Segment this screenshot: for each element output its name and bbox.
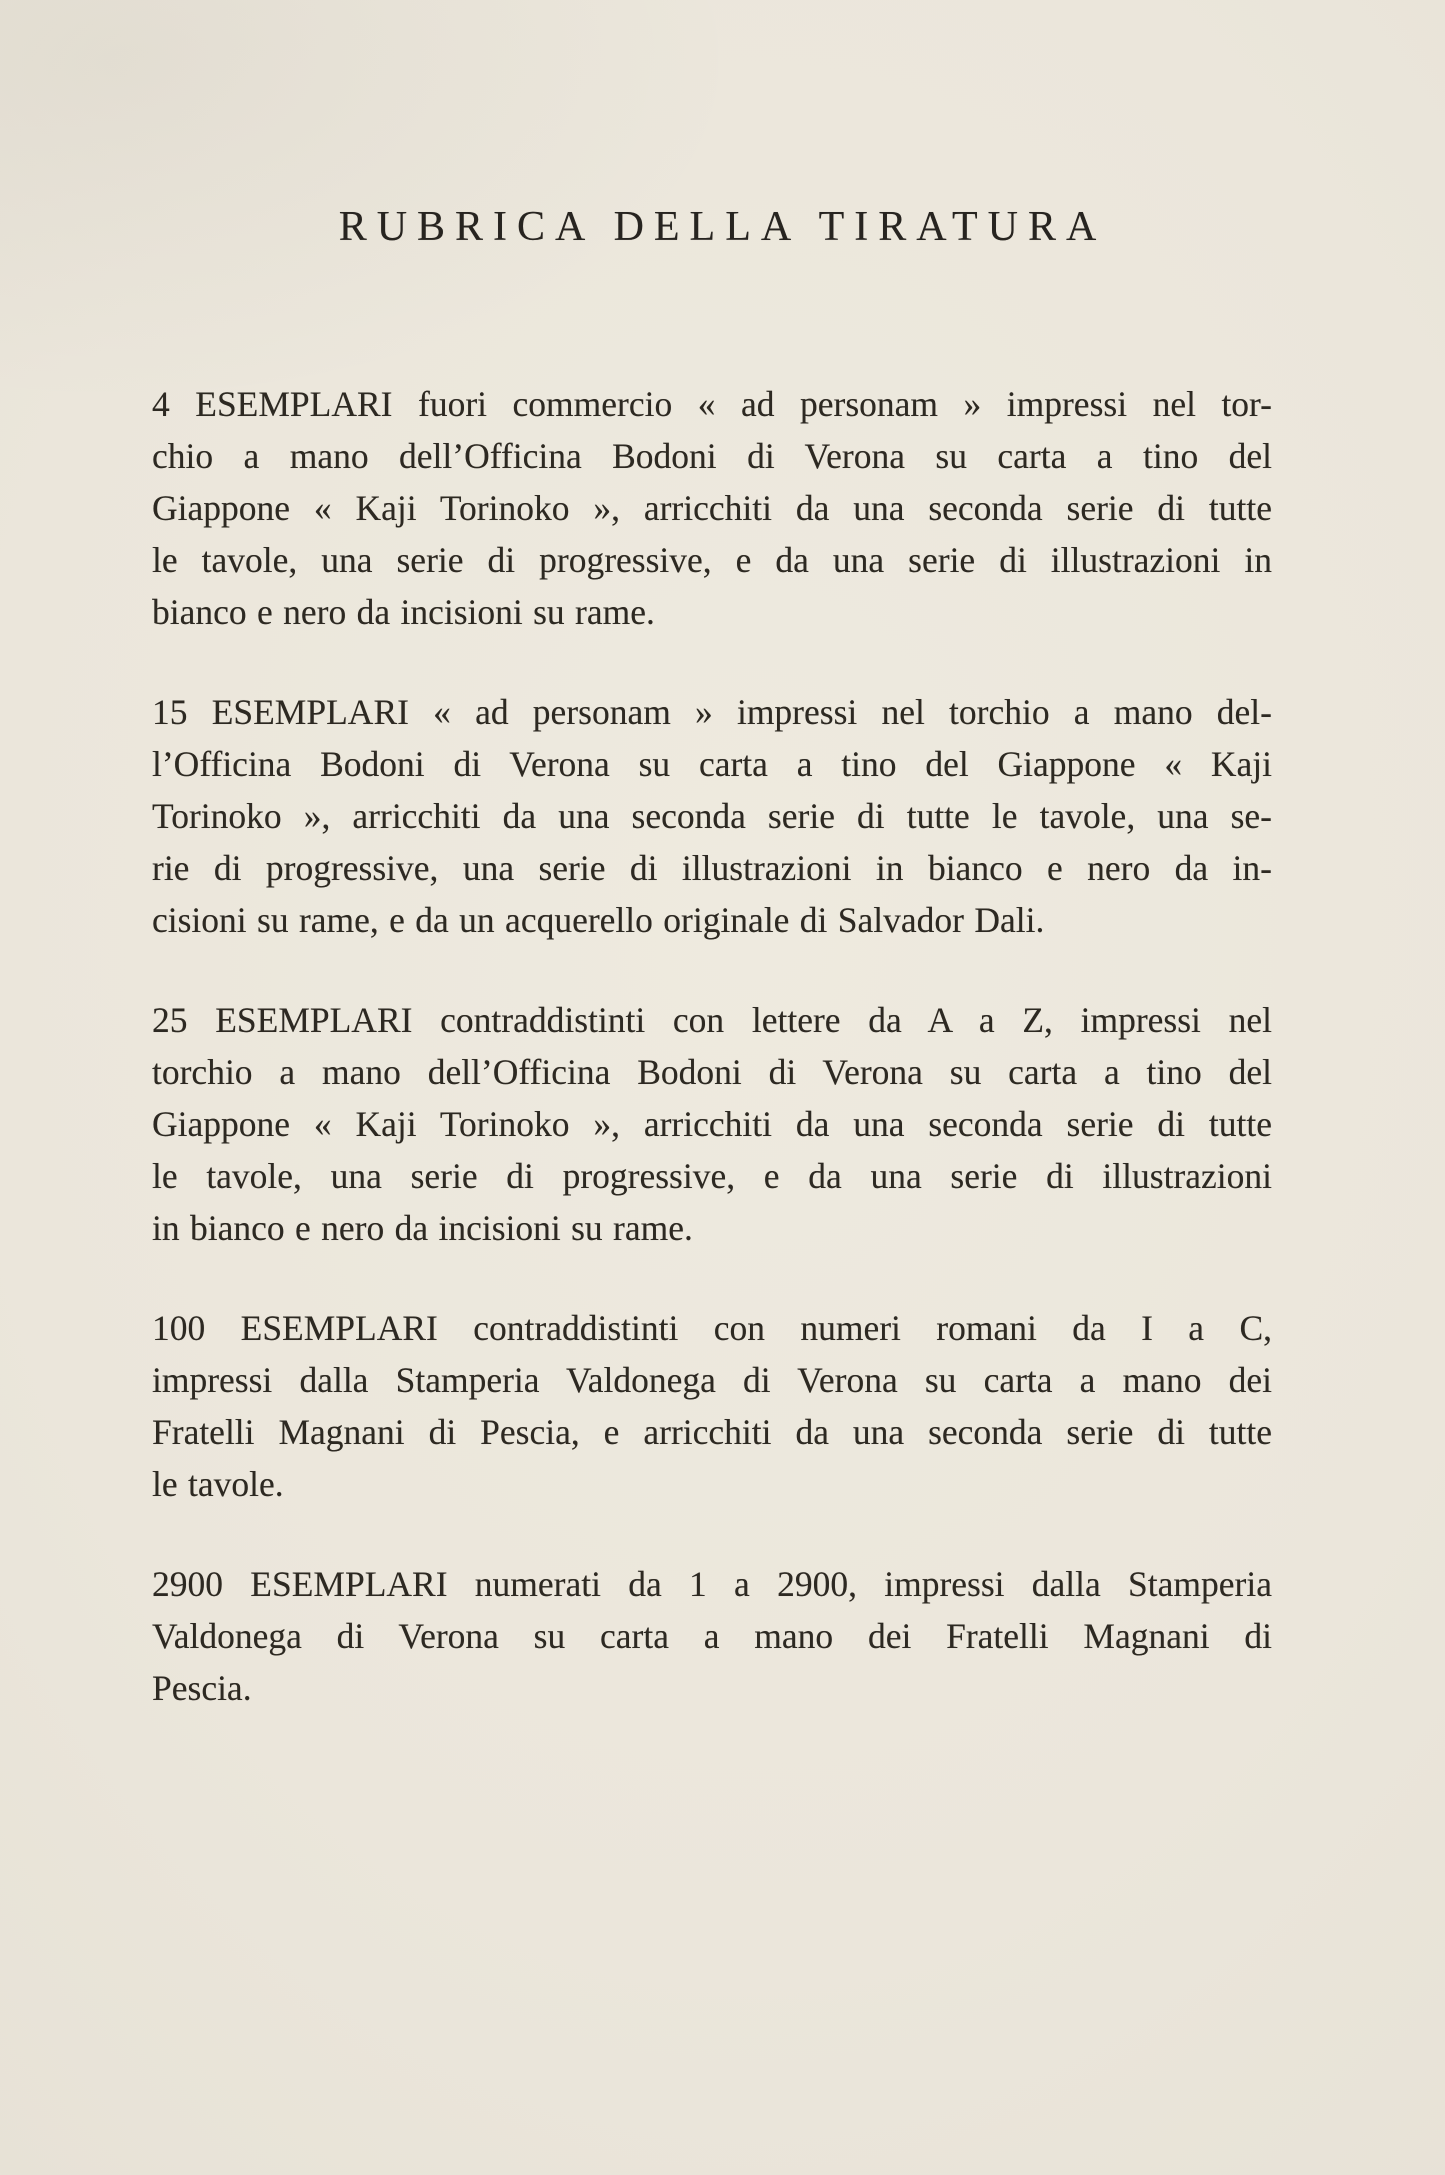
paragraph-25-esemplari	[152, 994, 1272, 1254]
text-line: 2900 ESEMPLARI numerati da 1 a 2900, impressi dalla Stamperia	[152, 1564, 1272, 1604]
page-title: RUBRICA DELLA TIRATURA	[338, 204, 1107, 250]
text-line: in bianco e nero da incisioni su rame.	[152, 1208, 693, 1248]
text-line: le tavole, una serie di progressive, e da una serie di illustrazioni in	[152, 540, 1272, 580]
text-line: Giappone « Kaji Torinoko », arricchiti da una seconda serie di tutte	[152, 1104, 1272, 1144]
text-line: chio a mano dell’Officina Bodoni di Verona su carta a tino del	[152, 436, 1272, 476]
text-line: 100 ESEMPLARI contraddistinti con numeri romani da I a C,	[152, 1308, 1272, 1348]
text-line: le tavole.	[152, 1464, 284, 1504]
text-line: Pescia.	[152, 1668, 252, 1708]
text-line: l’Officina Bodoni di Verona su carta a tino del Giappone « Kaji	[152, 744, 1272, 784]
text-line: 15 ESEMPLARI « ad personam » impressi nel torchio a mano del-	[152, 692, 1272, 732]
text-line: bianco e nero da incisioni su rame.	[152, 592, 655, 632]
text-line: rie di progressive, una serie di illustrazioni in bianco e nero da in-	[152, 848, 1272, 888]
text-line: impressi dalla Stamperia Valdonega di Verona su carta a mano dei	[152, 1360, 1272, 1400]
text-line: Fratelli Magnani di Pescia, e arricchiti da una seconda serie di tutte	[152, 1412, 1272, 1452]
paragraph-4-esemplari	[152, 378, 1272, 638]
paragraph-2900-esemplari	[152, 1558, 1272, 1714]
text-line: Giappone « Kaji Torinoko », arricchiti da una seconda serie di tutte	[152, 488, 1272, 528]
text-line: Torinoko », arricchiti da una seconda serie di tutte le tavole, una se-	[152, 796, 1272, 836]
paragraph-100-esemplari	[152, 1302, 1272, 1510]
text-line: 25 ESEMPLARI contraddistinti con lettere da A a Z, impressi nel	[152, 1000, 1272, 1040]
text-line: Valdonega di Verona su carta a mano dei Fratelli Magnani di	[152, 1616, 1272, 1656]
text-line: 4 ESEMPLARI fuori commercio « ad personam » impressi nel tor-	[152, 384, 1272, 424]
paragraph-15-esemplari	[152, 686, 1272, 946]
text-line: torchio a mano dell’Officina Bodoni di Verona su carta a tino del	[152, 1052, 1272, 1092]
text-block	[152, 378, 1272, 1762]
text-line: le tavole, una serie di progressive, e da una serie di illustrazioni	[152, 1156, 1272, 1196]
text-line: cisioni su rame, e da un acquerello originale di Salvador Dali.	[152, 900, 1045, 940]
